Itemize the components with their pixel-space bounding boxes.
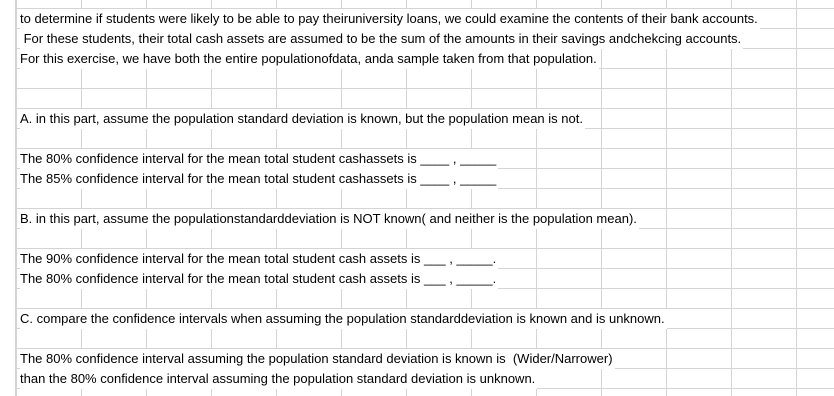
section-c-heading: C. compare the confidence intervals when assuming the population standarddeviation is known and is unknown. xyxy=(20,309,667,329)
question-b-90-percent: The 90% confidence interval for the mean total student cash assets is ___ , _____. xyxy=(20,249,498,269)
question-b-80-percent: The 80% confidence interval for the mean total student cash assets is ___ , _____. xyxy=(20,269,498,289)
question-c-line-1: The 80% confidence interval assuming the population standard deviation is known is (Wider/Narrower) xyxy=(20,349,615,369)
section-a-heading: A. in this part, assume the population standard deviation is known, but the population mean is not. xyxy=(20,109,585,129)
question-a-85-percent: The 85% confidence interval for the mean total student cashassets is ____ , _____ xyxy=(20,169,498,189)
intro-line-3: For this exercise, we have both the entire populationofdata, anda sample taken from that population. xyxy=(20,49,599,69)
question-a-80-percent: The 80% confidence interval for the mean total student cashassets is ____ , _____ xyxy=(20,149,498,169)
question-c-line-2: than the 80% confidence interval assuming the population standard deviation is unknown. xyxy=(20,369,537,389)
intro-line-2: For these students, their total cash assets are assumed to be the sum of the amounts in their savings andchekcing accounts. xyxy=(20,29,743,49)
row-gutter xyxy=(0,0,16,396)
section-b-heading: B. in this part, assume the populationstandarddeviation is NOT known( and neither is the population mean). xyxy=(20,209,639,229)
intro-line-1: to determine if students were likely to be able to pay theiruniversity loans, we could examine the contents of their bank accounts. xyxy=(20,9,760,29)
